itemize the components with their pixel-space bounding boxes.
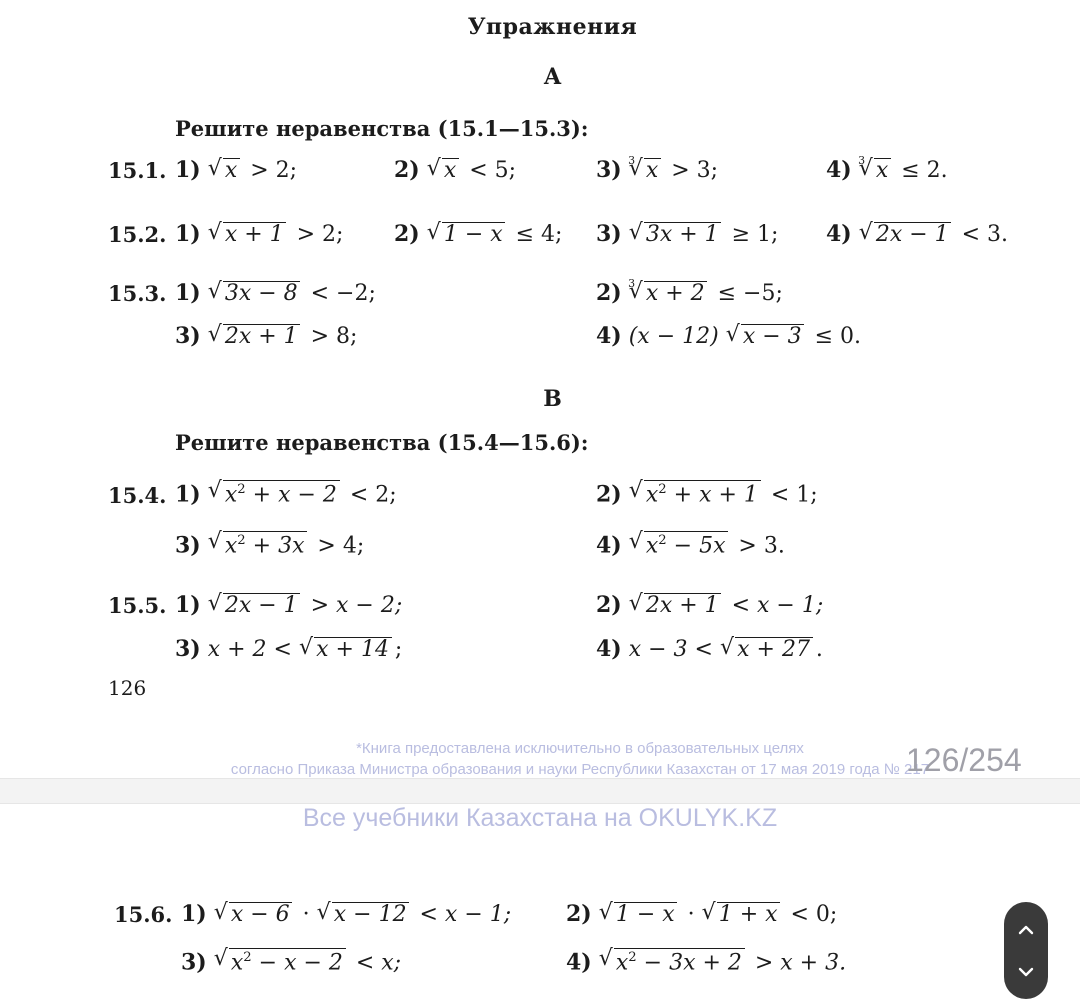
exercise-15-5-1: 1) √ 2x − 1 > x − 2; <box>175 592 402 618</box>
exercise-15-3-1: 1) √ 3x − 8 < −2; <box>175 280 376 306</box>
exercise-15-2-1: 1) √ x + 1 > 2; <box>175 221 343 247</box>
chevron-down-icon <box>1017 963 1035 981</box>
page-divider <box>0 778 1080 804</box>
exercise-15-3-4: 4) (x − 12) √ x − 3 ≤ 0. <box>596 323 861 349</box>
exercise-number-15-3: 15.3. <box>108 281 167 306</box>
chevron-up-icon <box>1017 921 1035 939</box>
exercise-15-1-2: 2) √ x < 5; <box>394 157 516 183</box>
inequality-rest: > 2; <box>250 158 298 183</box>
exercise-15-5-2: 2) √ 2x + 1 < x − 1; <box>596 592 823 618</box>
exercise-15-4-4: 4) √ $x^2 - 5x > 3$. <box>596 531 785 558</box>
exercise-15-6-4: 4) √ $x^2 - 3x + 2 > x + 3$. <box>566 948 846 975</box>
exercise-15-4-3: 3) √ $x^2 + 3x > 4$; <box>175 531 364 558</box>
item-label: 1) <box>175 157 201 183</box>
page-down-button[interactable] <box>1004 950 1048 994</box>
section-a-label: A <box>543 64 562 90</box>
exercise-15-5-4: 4) x − 3 < √ x + 27 . <box>596 636 823 662</box>
exercise-15-3-3: 3) √ 2x + 1 > 8; <box>175 323 357 349</box>
page-number: 126 <box>108 676 147 700</box>
radicand: x <box>224 158 238 183</box>
exercise-15-4-1: 1) √ $x^2 + x - 2 < 2$; <box>175 480 397 507</box>
exercise-15-3-2: 2) √ 3 x + 2 ≤ −5; <box>596 280 783 306</box>
exercise-15-2-2: 2) √ 1 − x ≤ 4; <box>394 221 562 247</box>
page-up-button[interactable] <box>1004 908 1048 952</box>
section-a-instruction: Решите неравенства (15.1—15.3): <box>175 116 589 141</box>
exercise-number-15-4: 15.4. <box>108 483 167 508</box>
exercise-number-15-2: 15.2. <box>108 222 167 247</box>
exercise-15-5-3: 3) x + 2 < √ x + 14 ; <box>175 636 402 662</box>
exercise-15-1-3: 3) √ 3 x > 3; <box>596 157 718 183</box>
exercise-number-15-6: 15.6. <box>114 902 173 927</box>
page-counter: 126/254 <box>906 742 1022 778</box>
exercise-15-6-2: 2) √ 1 − x · √ 1 + x < 0; <box>566 901 837 927</box>
exercise-15-6-1: 1) √ x − 6 · √ x − 12 < x − 1; <box>181 901 511 927</box>
section-b-label: B <box>543 386 562 412</box>
section-b-instruction: Решите неравенства (15.4—15.6): <box>175 430 589 455</box>
exercise-15-6-3: 3) √ $x^2 - x - 2 < x$; <box>181 948 401 975</box>
exercise-15-2-3: 3) √ 3x + 1 ≥ 1; <box>596 221 778 247</box>
exercise-15-1-4: 4) √ 3 x ≤ 2. <box>826 157 948 183</box>
exercise-number-15-5: 15.5. <box>108 593 167 618</box>
exercise-number-15-1: 15.1. <box>108 158 167 183</box>
page-nav-control <box>1004 902 1048 999</box>
promo-banner[interactable]: Все учебники Казахстана на OKULYK.KZ <box>302 804 778 832</box>
page-title: Упражнения <box>467 14 638 40</box>
copyright-notice-line-1: *Книга предоставлена исключительно в образовательных целях <box>356 740 804 757</box>
exercise-15-2-4: 4) √ 2x − 1 < 3. <box>826 221 1008 247</box>
exercise-15-4-2: 2) √ $x^2 + x + 1 < 1$; <box>596 480 818 507</box>
copyright-notice-line-2: согласно Приказа Министра образования и науки Республики Казахстан от 17 мая 2019 года № 217 <box>230 761 930 778</box>
exercise-15-1-1 <box>175 157 297 183</box>
